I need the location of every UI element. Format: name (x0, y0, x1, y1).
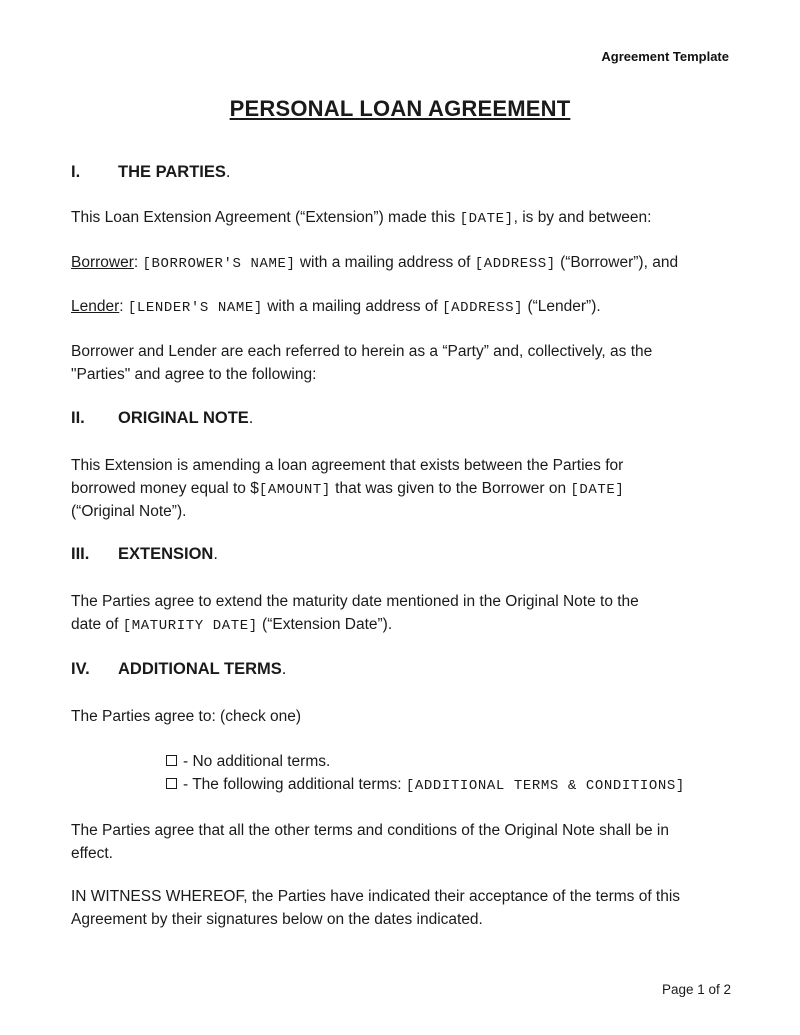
maturity-date-field: [MATURITY DATE] (122, 617, 258, 634)
original-note-text-mid: that was given to the Borrower on (330, 479, 571, 497)
section-number: IV. (71, 660, 90, 678)
original-note-line-3: (“Original Note”). (71, 503, 187, 520)
witness-paragraph (71, 886, 736, 931)
page-number: Page 1 of 2 (661, 982, 731, 997)
checkbox-icon[interactable] (166, 778, 177, 789)
document-title: PERSONAL LOAN AGREEMENT (229, 96, 571, 121)
section-heading-parties (71, 163, 230, 182)
section-period: . (225, 163, 231, 181)
section-title: THE PARTIES (118, 163, 226, 181)
lender-name-field: [LENDER'S NAME] (127, 300, 263, 316)
date-field: [DATE] (459, 211, 514, 227)
lender-label: Lender (71, 298, 120, 315)
original-note-line-2 (71, 478, 736, 502)
lender-colon: : (119, 298, 128, 315)
section-period: . (281, 660, 287, 678)
borrower-address-field: [ADDRESS] (474, 256, 556, 272)
intro-text-end: , is by and between: (513, 209, 652, 226)
collective-line-1: Borrower and Lender are each referred to herein as a “Party” and, collectively, as the (71, 343, 653, 360)
section-heading-original-note (71, 409, 253, 428)
borrower-name-field: [BORROWER'S NAME] (142, 256, 296, 272)
section-title: ORIGINAL NOTE (118, 409, 249, 427)
intro-text: This Loan Extension Agreement (“Extension”) made this (71, 209, 460, 226)
original-note-line-1: This Extension is amending a loan agreement that exists between the Parties for (71, 457, 624, 474)
extension-line-1: The Parties agree to extend the maturity date mentioned in the Original Note to the (71, 593, 639, 610)
section-number: III. (71, 545, 90, 563)
borrower-mid-text: with a mailing address of (295, 254, 475, 271)
option-no-additional-terms[interactable] (166, 751, 330, 773)
extension-line-2 (71, 614, 736, 638)
section-heading-extension (71, 545, 218, 564)
amount-field: [AMOUNT] (258, 481, 331, 498)
section-title: EXTENSION (118, 545, 214, 563)
original-note-paragraph (71, 455, 736, 524)
extension-text-end: (“Extension Date”). (257, 615, 393, 633)
section-period: . (213, 545, 218, 563)
option-additional-terms[interactable] (166, 774, 685, 797)
effect-line-1: The Parties agree that all the other terms and conditions of the Original Note shall be in (71, 822, 669, 839)
option-label: - No additional terms. (183, 753, 331, 770)
extension-text: date of (71, 615, 123, 633)
lender-address-field: [ADDRESS] (442, 300, 524, 316)
lender-mid-text: with a mailing address of (262, 298, 443, 315)
section-number: II. (71, 409, 85, 427)
effect-paragraph (71, 820, 736, 865)
parties-intro (71, 207, 736, 231)
borrower-label: Borrower (71, 254, 134, 271)
lender-line (71, 296, 736, 320)
header-label: Agreement Template (601, 49, 729, 64)
borrower-line (71, 252, 736, 276)
witness-line-1: IN WITNESS WHEREOF, the Parties have indicated their acceptance of the terms of this (71, 888, 681, 905)
lender-end-text: (“Lender”). (523, 298, 601, 315)
additional-terms-field: [ADDITIONAL TERMS & CONDITIONS] (405, 778, 685, 794)
section-title: ADDITIONAL TERMS (118, 660, 282, 678)
borrower-end-text: (“Borrower”), and (555, 254, 679, 271)
borrower-colon: : (133, 254, 143, 271)
collective-paragraph (71, 341, 736, 386)
section-period: . (248, 409, 254, 427)
collective-line-2: "Parties" and agree to the following: (71, 365, 317, 383)
date-field: [DATE] (570, 481, 625, 498)
additional-intro: The Parties agree to: (check one) (71, 708, 302, 725)
checkbox-icon[interactable] (166, 755, 177, 766)
original-note-text: borrowed money equal to $ (71, 479, 259, 497)
section-number: I. (71, 163, 81, 181)
extension-paragraph (71, 591, 736, 637)
section-heading-additional-terms (71, 660, 286, 679)
option-label: - The following additional terms: (183, 776, 406, 793)
effect-line-2: effect. (71, 844, 113, 862)
witness-line-2: Agreement by their signatures below on the dates indicated. (71, 910, 483, 928)
